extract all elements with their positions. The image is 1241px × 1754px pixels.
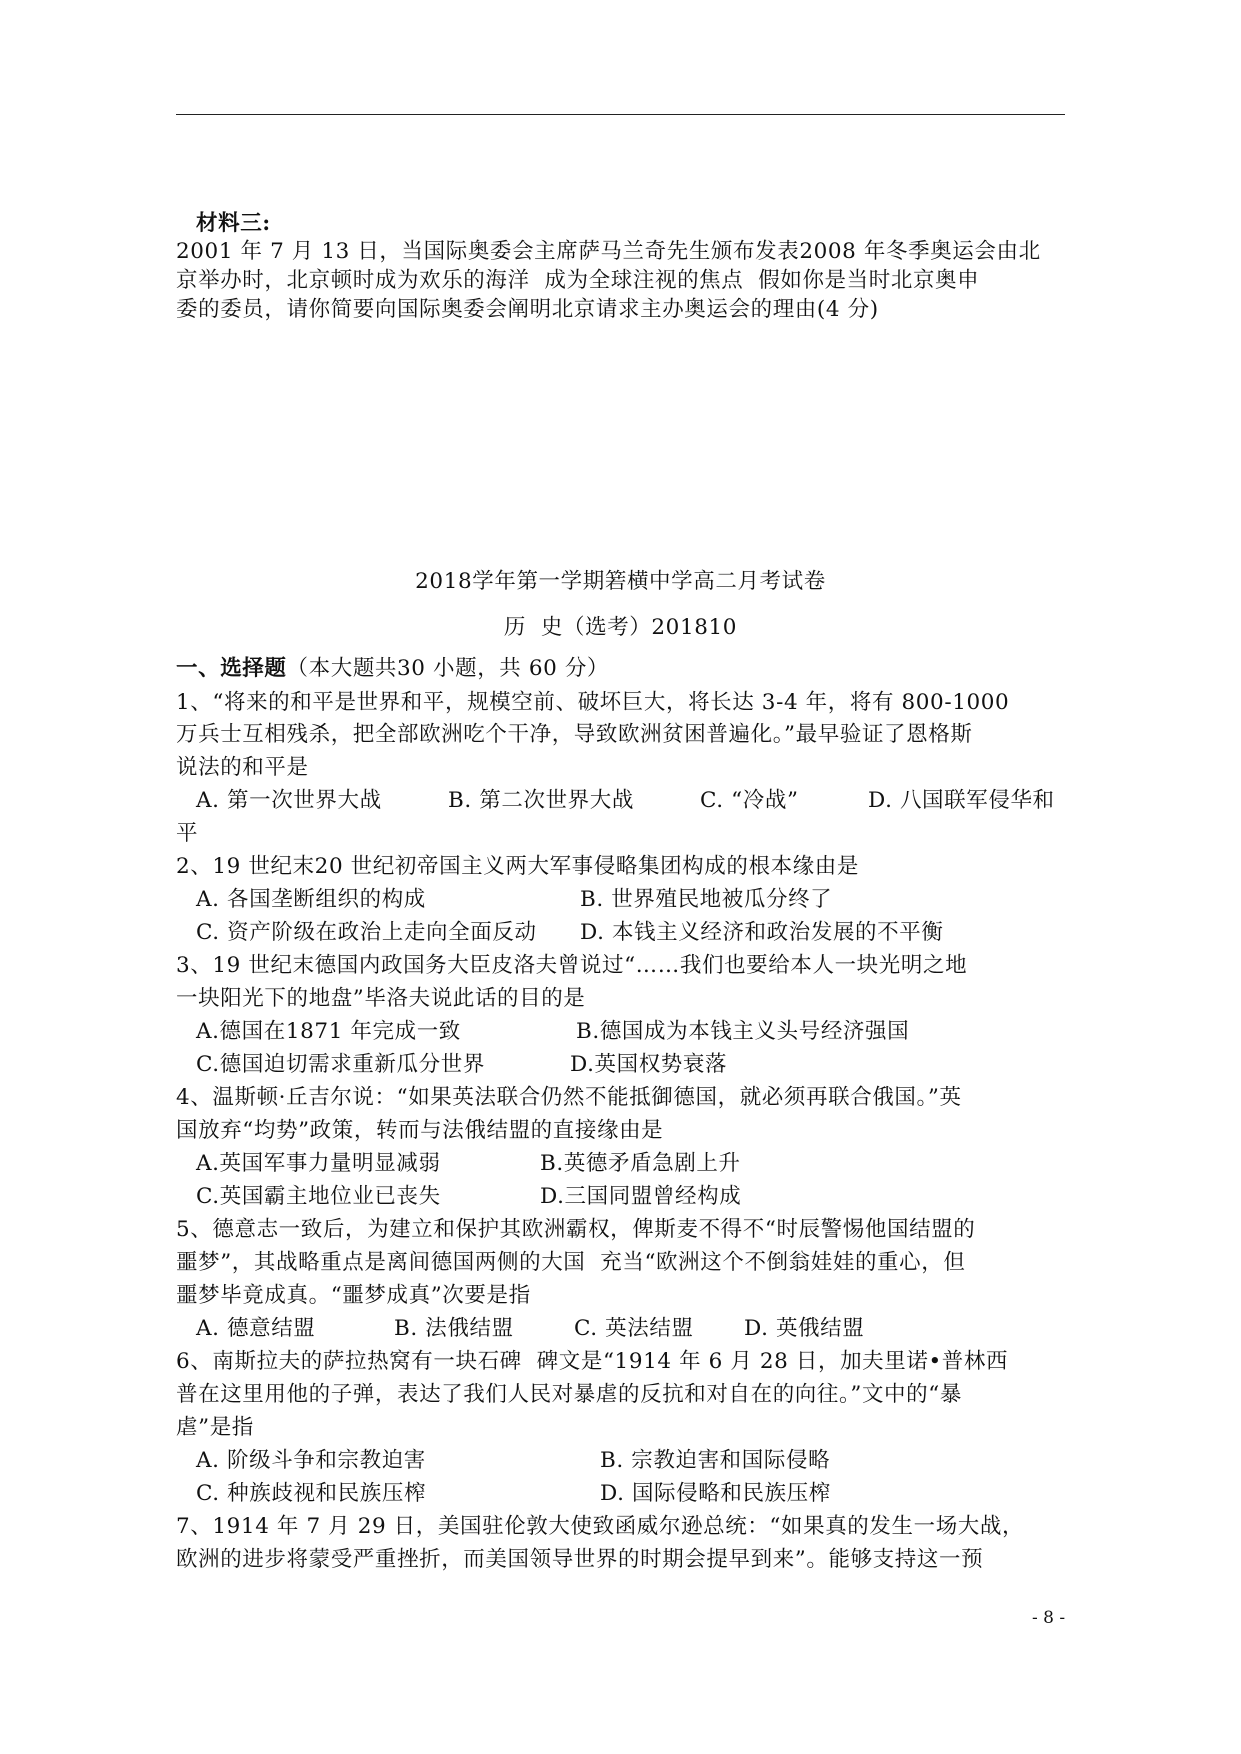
material-line: 京举办时，北京顿时成为欢乐的海洋 成为全球注视的焦点 假如你是当时北京奥申 [176, 268, 980, 293]
material-line: 2001 年 7 月 13 日，当国际奥委会主席萨马兰奇先生颁布发表2008 年冬季奥运会由北 [176, 239, 1041, 264]
question-line: 虐”是指 [176, 1415, 254, 1440]
question-line: 7、1914 年 7 月 29 日，美国驻伦敦大使致函威尔逊总统：“如果真的发生一场大战， [176, 1514, 1025, 1539]
question-line: 平 [176, 821, 199, 846]
question-line: 国放弃“均势”政策，转而与法俄结盟的直接缘由是 [176, 1118, 664, 1143]
option: B. 第二次世界大战 [448, 788, 634, 813]
exam-subtitle: 历 史（选考）201810 [503, 615, 738, 640]
question-line: 一块阳光下的地盘”毕洛夫说此话的目的是 [176, 986, 586, 1011]
exam-title: 2018学年第一学期箬横中学高二月考试卷 [415, 569, 826, 594]
option: A. 各国垄断组织的构成 [196, 887, 426, 912]
section-note: （本大题共30 小题，共 60 分） [286, 656, 610, 681]
option: A.英国军事力量明显减弱 [196, 1151, 441, 1176]
question-line: 1、“将来的和平是世界和平，规模空前、破坏巨大，将长达 3-4 年，将有 800-1000 [176, 690, 1010, 715]
option: C. 资产阶级在政治上走向全面反动 [196, 920, 537, 945]
question-line: 噩梦毕竟成真。“噩梦成真”次要是指 [176, 1283, 531, 1308]
option: C. “冷战” [700, 788, 799, 813]
question-line: 普在这里用他的子弹，表达了我们人民对暴虐的反抗和对自在的向往。”文中的“暴 [176, 1382, 962, 1407]
question-line: 5、德意志一致后，为建立和保护其欧洲霸权，俾斯麦不得不“时辰警惕他国结盟的 [176, 1217, 976, 1242]
question-line: 噩梦”，其战略重点是离间德国两侧的大国 充当“欧洲这个不倒翁娃娃的重心，但 [176, 1250, 966, 1275]
option: C.德国迫切需求重新瓜分世界 [196, 1052, 485, 1077]
option: B. 世界殖民地被瓜分终了 [580, 887, 833, 912]
question-line: 3、19 世纪末德国内政国务大臣皮洛夫曾说过“……我们也要给本人一块光明之地 [176, 953, 968, 978]
option: D. 国际侵略和民族压榨 [600, 1481, 831, 1506]
section-label: 一、选择题 [176, 656, 287, 681]
option: B. 法俄结盟 [394, 1316, 514, 1341]
option: C.英国霸主地位业已丧失 [196, 1184, 441, 1209]
option: D.三国同盟曾经构成 [540, 1184, 742, 1209]
option: B. 宗教迫害和国际侵略 [600, 1448, 831, 1473]
page-number: - 8 - [1032, 1608, 1066, 1628]
option: D. 英俄结盟 [744, 1316, 865, 1341]
question-line: 6、南斯拉夫的萨拉热窝有一块石碑 碑文是“1914 年 6 月 28 日，加夫里诺•普林西 [176, 1349, 1009, 1374]
option: B.英德矛盾急剧上升 [540, 1151, 741, 1176]
option: D. 本钱主义经济和政治发展的不平衡 [580, 920, 944, 945]
material-line: 委的委员，请你简要向国际奥委会阐明北京请求主办奥运会的理由(4 分) [176, 297, 879, 322]
question-line: 4、温斯顿·丘吉尔说：“如果英法联合仍然不能抵御德国，就必须再联合俄国。”英 [176, 1085, 962, 1110]
option: A. 第一次世界大战 [196, 788, 382, 813]
header-rule [176, 114, 1065, 115]
material-heading: 材料三: [196, 211, 271, 236]
option: B.德国成为本钱主义头号经济强国 [576, 1019, 910, 1044]
option: C. 英法结盟 [574, 1316, 694, 1341]
option: A. 德意结盟 [196, 1316, 316, 1341]
option: A. 阶级斗争和宗教迫害 [196, 1448, 426, 1473]
section-heading [176, 655, 609, 683]
question-line: 2、19 世纪末20 世纪初帝国主义两大军事侵略集团构成的根本缘由是 [176, 854, 859, 879]
option: C. 种族歧视和民族压榨 [196, 1481, 427, 1506]
option: A.德国在1871 年完成一致 [196, 1019, 461, 1044]
option: D.英国权势衰落 [570, 1052, 728, 1077]
question-line: 说法的和平是 [176, 755, 309, 780]
question-line: 万兵士互相残杀，把全部欧洲吃个干净，导致欧洲贫困普遍化。”最早验证了恩格斯 [176, 722, 973, 747]
question-line: 欧洲的进步将蒙受严重挫折，而美国领导世界的时期会提早到来”。能够支持这一预 [176, 1547, 984, 1572]
option: D. 八国联军侵华和 [868, 788, 1055, 813]
